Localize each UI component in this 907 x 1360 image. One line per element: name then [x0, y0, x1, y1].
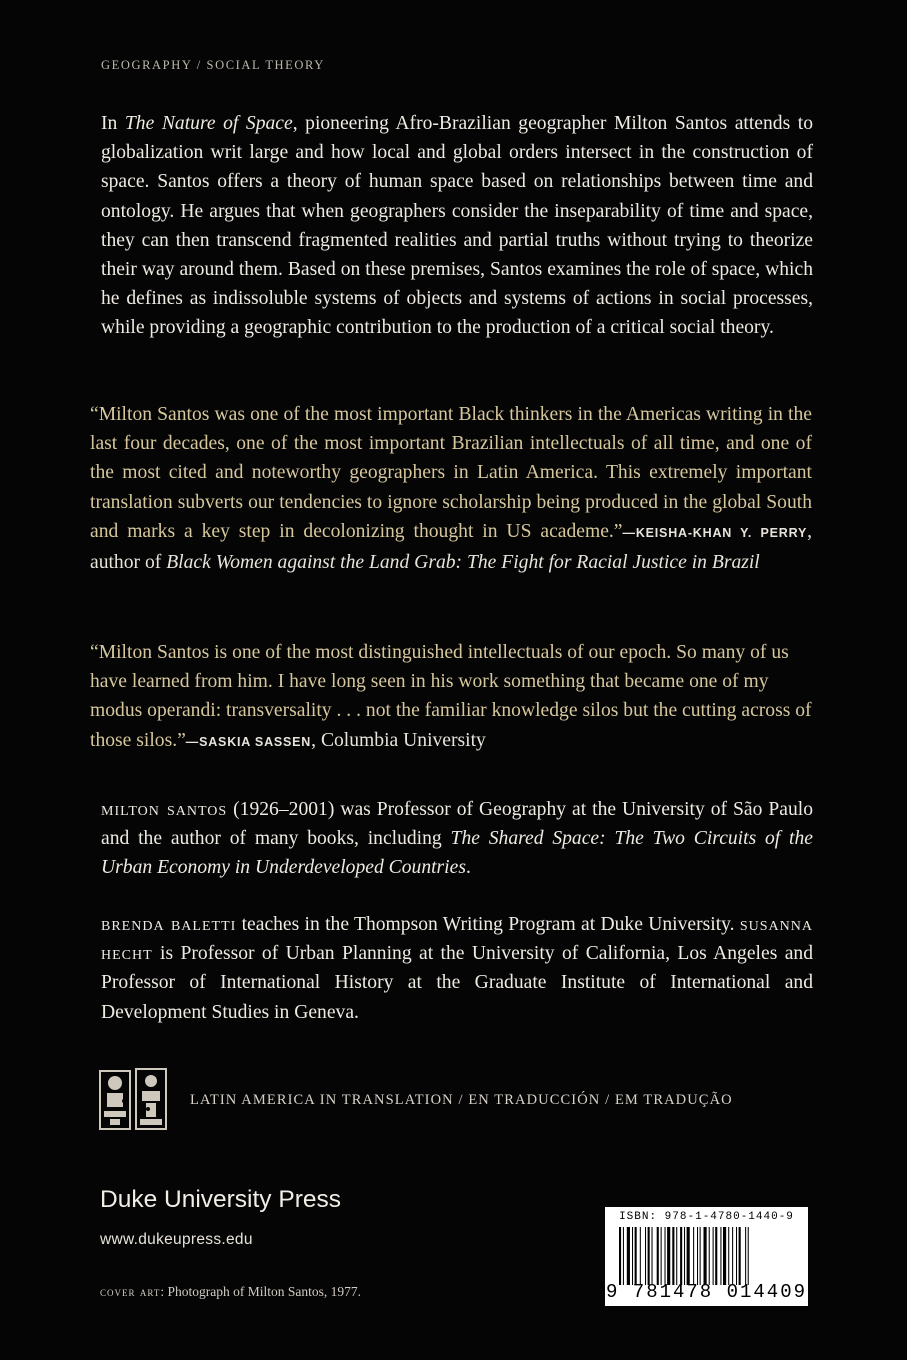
barcode-bar — [645, 1227, 646, 1285]
barcode-bar — [623, 1227, 624, 1285]
barcode-bar — [676, 1227, 677, 1285]
barcode-bar — [648, 1227, 650, 1285]
author-bio: milton santos (1926–2001) was Professor of Geography at the University of São Paulo and the author of many books, including The Shared Space: The Two Circuits of the Urban Economy in Underdeveloped Countries. — [101, 798, 813, 879]
barcode-bar — [739, 1227, 741, 1285]
barcode-bar — [745, 1227, 746, 1285]
barcode-bar — [627, 1227, 630, 1285]
barcode-bars — [619, 1227, 799, 1285]
translator-name: brenda baletti — [101, 913, 237, 935]
barcode-bar — [635, 1227, 637, 1285]
endorser-name: —KEISHA-KHAN Y. PERRY — [622, 525, 808, 540]
cover-art-credit: cover art: Photograph of Milton Santos, 1977. — [100, 1284, 361, 1299]
editor-name: susanna hecht — [101, 913, 813, 965]
barcode-bar — [720, 1227, 721, 1285]
category-label: GEOGRAPHY / SOCIAL THEORY — [101, 58, 325, 72]
barcode-bar — [665, 1227, 666, 1285]
barcode-bar — [661, 1227, 662, 1285]
barcode-bar — [732, 1227, 733, 1285]
barcode-bar — [652, 1227, 653, 1285]
barcode-bar — [684, 1227, 685, 1285]
barcode-bar — [715, 1227, 717, 1285]
barcode-bar — [693, 1227, 694, 1285]
isbn-digits: 9 781478 014409 — [605, 1281, 808, 1303]
barcode-bar — [687, 1227, 690, 1285]
barcode-bar — [723, 1227, 726, 1285]
barcode-bar — [632, 1227, 633, 1285]
barcode-bar — [657, 1227, 659, 1285]
author-name: milton santos — [101, 798, 228, 820]
barcode-bar — [748, 1227, 749, 1285]
description-paragraph: In The Nature of Space, pioneering Afro-Brazilian geographer Milton Santos attends to globalization writ large and how local and global orders intersect in the construction of space. Santos offers a theory of human space based on relationships between time and ontology. He argues that when geographers consider the inseparability of time and space, they can then transcend fragmented realities and partial truths without trying to theorize their way around them. Based on these premises, Santos examines the role of space, which he defines as indissoluble systems of objects and systems of actions in social processes, while providing a geographic contribution to the production of a critical social theory. — [101, 113, 813, 339]
book-title: The Nature of Space — [124, 113, 293, 134]
author-book-title: The Shared Space: The Two Circuits of the Urban Economy in Underdeveloped Countries — [101, 828, 813, 879]
barcode-bar — [713, 1227, 714, 1285]
barcode-bar — [619, 1227, 621, 1285]
translator-bio: brenda baletti teaches in the Thompson Writing Program at Duke University. susanna hecht is Professor of Urban Planning at the University of California, Los Angeles and Professor of International History at the Graduate Institute of International and Development Studies in Geneva. — [101, 913, 813, 1023]
barcode-bar — [697, 1227, 698, 1285]
barcode-bar — [704, 1227, 707, 1285]
barcode-bar — [640, 1227, 641, 1285]
series-name: LATIN AMERICA IN TRANSLATION / EN TRADUCCIÓN / EM TRADUÇÃO — [190, 1092, 733, 1108]
barcode-bar — [700, 1227, 701, 1285]
endorser-name: —SASKIA SASSEN — [185, 734, 312, 749]
isbn-barcode — [605, 1207, 808, 1306]
series-logo-icon — [98, 1067, 168, 1133]
endorser-book-title: Black Women against the Land Grab: The Fight for Racial Justice in Brazil — [166, 552, 760, 574]
endorsement-quote-sassen: “Milton Santos is one of the most distinguished intellectuals of our epoch. So many of us have learned from him. I have long seen in his work something that became one of my modus operandi: transversality . . . not the familiar knowledge silos but the cutting across of those silos.”—SASKIA SASSEN, Columbia University — [90, 642, 812, 751]
barcode-bar — [728, 1227, 729, 1285]
endorsement-quote-perry: “Milton Santos was one of the most important Black thinkers in the Americas writing in the last four decades, one of the most important Brazilian intellectuals of all time, and one of the most cited and noteworthy geographers in Latin America. This extremely important translation subverts our tendencies to ignore scholarship being produced in the global South and marks a key step in decolonizing thought in US academe.”—KEISHA-KHAN Y. PERRY, author of Black Women against the Land Grab: The Fight for Racial Justice in Brazil — [90, 404, 812, 574]
publisher-name: Duke University Press — [100, 1186, 341, 1213]
barcode-bar — [667, 1227, 670, 1285]
barcode-bar — [736, 1227, 737, 1285]
barcode-bar — [680, 1227, 682, 1285]
publisher-url: www.dukeupress.edu — [100, 1231, 253, 1248]
cover-art-label: cover art — [100, 1284, 161, 1299]
barcode-bar — [672, 1227, 674, 1285]
isbn-label: ISBN: 978-1-4780-1440-9 — [619, 1211, 794, 1223]
barcode-bar — [709, 1227, 710, 1285]
